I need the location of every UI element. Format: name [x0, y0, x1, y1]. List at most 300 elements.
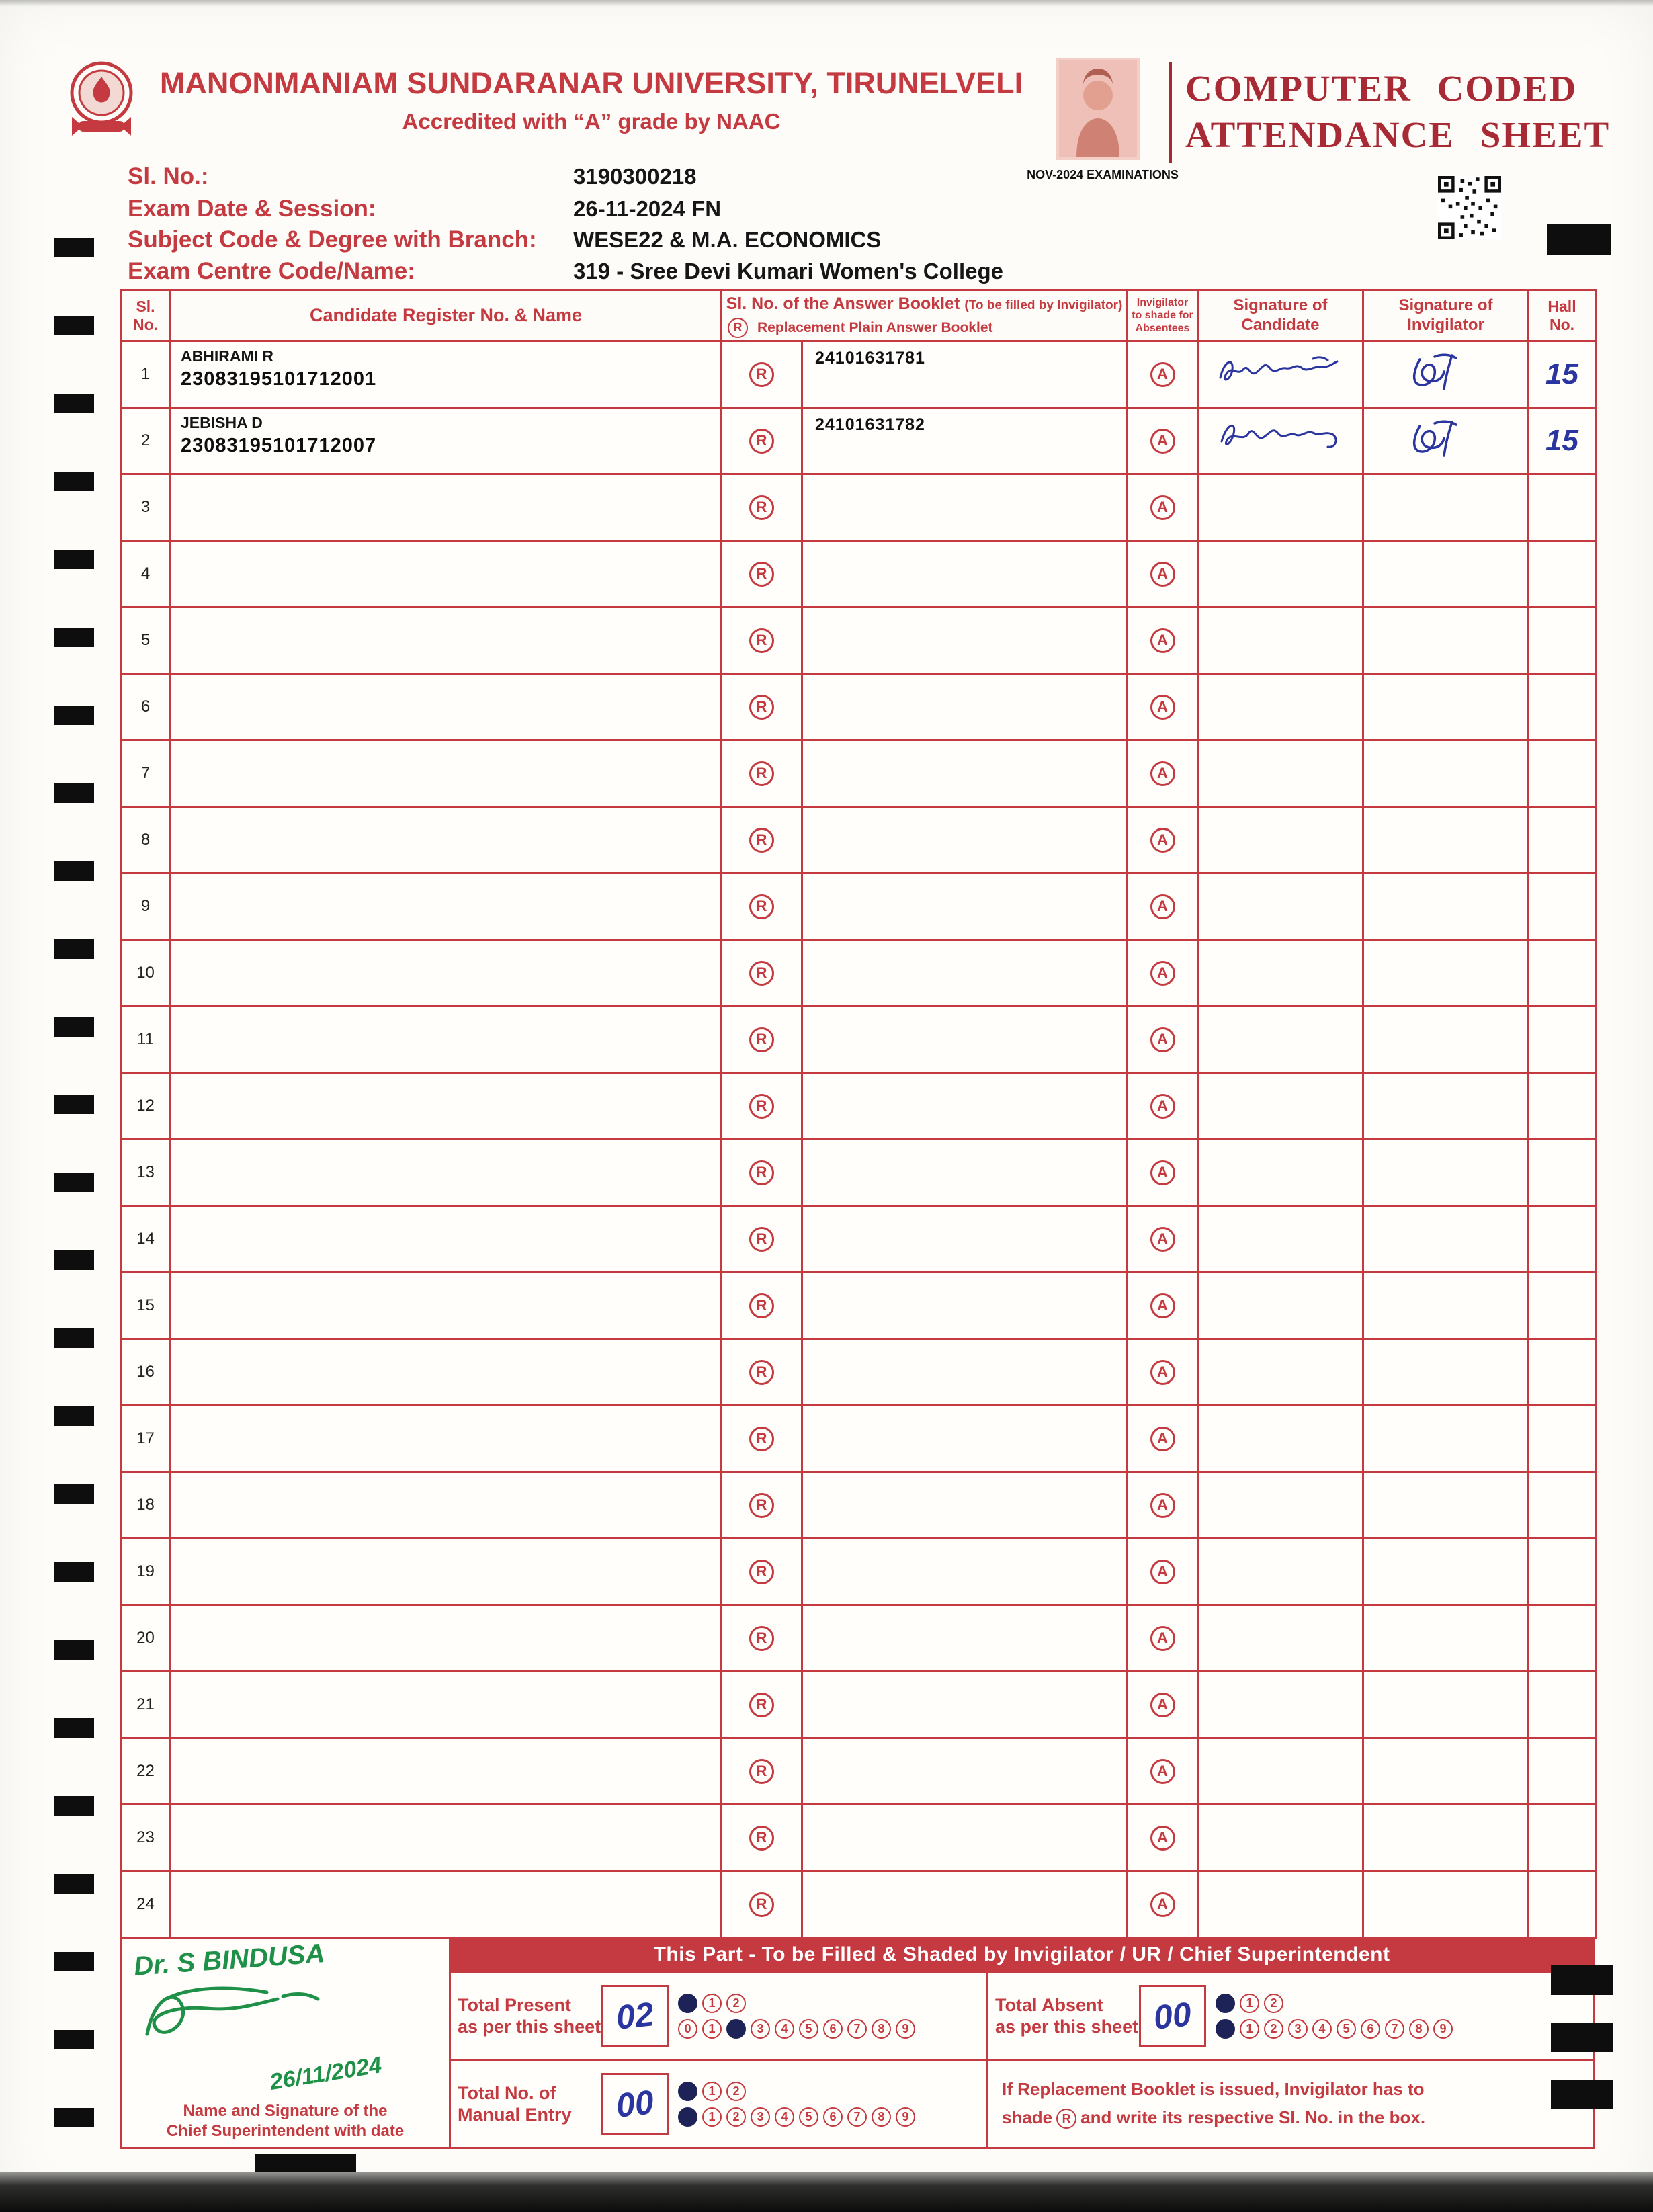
candidate-signature [1198, 607, 1363, 674]
hall-number: 15 [1529, 408, 1596, 474]
invigilator-signature [1363, 1007, 1529, 1073]
shade-bubble-5: 5 [799, 2019, 818, 2039]
replacement-symbol-icon: R [749, 1693, 774, 1717]
absentee-cell [1128, 1871, 1198, 1938]
footer-band-title: This Part - To be Filled & Shaded by Invigilator / UR / Chief Superintendent [451, 1939, 1593, 1971]
shade-bubble-4: 4 [1312, 2019, 1332, 2039]
total-present-value: 02 [614, 1995, 656, 2037]
candidate-signature [1198, 740, 1363, 807]
table-row [121, 1805, 1596, 1871]
table-row [121, 1472, 1596, 1539]
replacement-cell [722, 740, 802, 807]
candidate-cell [171, 1672, 722, 1738]
hall-number [1529, 1339, 1596, 1406]
exam-date-value: 26-11-2024 FN [573, 196, 722, 221]
shade-bubble-4: 4 [775, 2107, 794, 2127]
absent-symbol-icon: A [1150, 1626, 1175, 1651]
candidate-cell [171, 1805, 722, 1871]
total-absent-count-box [1139, 1985, 1206, 2047]
row-serial: 9 [121, 874, 171, 940]
replacement-symbol-icon: R [749, 695, 774, 720]
invigilator-signature [1363, 807, 1529, 874]
booklet-number [802, 1472, 1128, 1539]
absentee-cell [1128, 674, 1198, 740]
row-serial: 4 [121, 541, 171, 607]
absent-symbol-icon: A [1150, 828, 1175, 853]
candidate-cell [171, 541, 722, 607]
invigilator-signature [1363, 1805, 1529, 1871]
hall-number [1529, 1273, 1596, 1339]
replacement-symbol-icon: R [749, 1360, 774, 1385]
manual-entry-block [451, 2061, 988, 2147]
booklet-number [802, 1206, 1128, 1273]
candidate-cell [171, 341, 722, 408]
replacement-symbol-icon: R [749, 961, 774, 986]
tens-bubble-row [678, 2082, 915, 2101]
table-row [121, 1339, 1596, 1406]
footer-section [120, 1937, 1595, 2149]
absentee-cell [1128, 1605, 1198, 1672]
booklet-number [802, 1672, 1128, 1738]
hall-number [1529, 940, 1596, 1007]
booklet-number [802, 807, 1128, 874]
candidate-cell [171, 474, 722, 541]
punch-mark [54, 550, 94, 569]
table-row [121, 1605, 1596, 1672]
shade-bubble-1: 1 [702, 1994, 722, 2013]
booklet-number: 24101631781 [802, 341, 1128, 408]
absentee-cell [1128, 940, 1198, 1007]
row-serial: 17 [121, 1406, 171, 1472]
invigilator-signature [1363, 1871, 1529, 1938]
candidate-cell [171, 1073, 722, 1140]
hall-number [1529, 607, 1596, 674]
hall-number [1529, 674, 1596, 740]
absent-symbol-icon: A [1150, 1094, 1175, 1119]
field-sl-no [128, 163, 697, 190]
row-serial: 6 [121, 674, 171, 740]
tens-bubble-row [678, 1994, 915, 2013]
candidate-cell [171, 1871, 722, 1938]
shade-bubble-3: 3 [1288, 2019, 1308, 2039]
invigilator-signature [1363, 1073, 1529, 1140]
header-absentee: Invigilator to shade for Absentees [1128, 290, 1198, 341]
candidate-cell [171, 1406, 722, 1472]
replacement-cell [722, 1140, 802, 1206]
replacement-cell [722, 874, 802, 940]
replacement-symbol-icon: R [749, 1027, 774, 1052]
candidate-cell [171, 1472, 722, 1539]
hall-number [1529, 541, 1596, 607]
centre-label: Exam Centre Code/Name: [128, 258, 415, 284]
table-row [121, 1206, 1596, 1273]
candidate-register-no: 23083195101712001 [181, 368, 377, 390]
table-row [121, 1007, 1596, 1073]
booklet-number [802, 1339, 1128, 1406]
table-row [121, 1738, 1596, 1805]
row-serial: 21 [121, 1672, 171, 1738]
candidate-cell [171, 607, 722, 674]
absent-symbol-icon: A [1150, 495, 1175, 520]
document-title-line2: ATTENDANCE SHEET [1185, 114, 1611, 155]
absent-symbol-icon: A [1150, 1826, 1175, 1851]
shade-bubble-2: 2 [726, 1994, 746, 2013]
absentee-cell [1128, 1539, 1198, 1605]
candidate-signature [1198, 874, 1363, 940]
absent-symbol-icon: A [1150, 894, 1175, 919]
booklet-number [802, 1140, 1128, 1206]
absentee-cell [1128, 807, 1198, 874]
shade-bubble-0 [1216, 1994, 1235, 2013]
replacement-symbol-icon: R [749, 761, 774, 786]
absent-symbol-icon: A [1150, 1493, 1175, 1518]
replacement-cell [722, 1007, 802, 1073]
invigilator-signature [1363, 1206, 1529, 1273]
absentee-cell [1128, 607, 1198, 674]
replacement-cell [722, 674, 802, 740]
booklet-number [802, 1805, 1128, 1871]
booklet-number [802, 1871, 1128, 1938]
invigilator-signature [1363, 1140, 1529, 1206]
table-row [121, 474, 1596, 541]
shade-bubble-3: 3 [751, 2107, 770, 2127]
shade-bubble-2: 2 [726, 2082, 746, 2101]
manual-entry-value: 00 [614, 2083, 656, 2125]
sl-no-value: 3190300218 [573, 164, 697, 189]
shade-bubble-8: 8 [872, 2019, 891, 2039]
row-serial: 23 [121, 1805, 171, 1871]
hall-number [1529, 1140, 1596, 1206]
hall-number [1529, 1605, 1596, 1672]
candidate-cell [171, 674, 722, 740]
replacement-symbol-icon: R [749, 429, 774, 454]
hall-number [1529, 807, 1596, 874]
shade-bubble-7: 7 [1385, 2019, 1404, 2039]
row-serial: 14 [121, 1206, 171, 1273]
replacement-symbol-icon: R [749, 894, 774, 919]
punch-mark [54, 1328, 94, 1348]
booklet-number [802, 541, 1128, 607]
absentee-cell [1128, 474, 1198, 541]
replacement-symbol-icon: R [749, 1826, 774, 1851]
replacement-cell [722, 1672, 802, 1738]
footer-row-2 [451, 2059, 1593, 2147]
hall-number [1529, 1206, 1596, 1273]
hall-number [1529, 874, 1596, 940]
candidate-signature [1198, 1206, 1363, 1273]
total-absent-label: Total Absent as per this sheet [995, 1994, 1139, 2037]
table-row [121, 341, 1596, 408]
row-serial: 19 [121, 1539, 171, 1605]
shade-bubble-6: 6 [823, 2019, 843, 2039]
university-name: MANONMANIAM SUNDARANAR UNIVERSITY, TIRUNELVELI [159, 66, 1023, 100]
subject-value: WESE22 & M.A. ECONOMICS [573, 227, 882, 252]
booklet-number [802, 607, 1128, 674]
booklet-number [802, 940, 1128, 1007]
candidate-signature [1198, 1871, 1363, 1938]
shade-bubble-4: 4 [775, 2019, 794, 2039]
university-title-block [144, 66, 1038, 134]
table-row [121, 807, 1596, 874]
candidate-signature [1198, 1805, 1363, 1871]
hall-number [1529, 1539, 1596, 1605]
shade-bubble-8: 8 [872, 2107, 891, 2127]
punch-mark [54, 1095, 94, 1114]
row-serial: 15 [121, 1273, 171, 1339]
absentee-cell [1128, 1339, 1198, 1406]
invigilator-signature [1363, 474, 1529, 541]
replacement-symbol-icon: R [749, 1560, 774, 1584]
shade-bubble-9: 9 [896, 2107, 915, 2127]
candidate-cell [171, 1273, 722, 1339]
scan-edge [0, 2172, 1653, 2212]
replacement-symbol-icon: R [749, 1160, 774, 1185]
attendance-rows [121, 341, 1596, 1938]
field-subject [128, 226, 881, 253]
punch-mark [54, 316, 94, 335]
absent-symbol-icon: A [1150, 362, 1175, 387]
units-bubble-row [1216, 2019, 1453, 2039]
replacement-cell [722, 1206, 802, 1273]
row-serial: 10 [121, 940, 171, 1007]
punch-mark [54, 238, 94, 257]
hall-number [1529, 1871, 1596, 1938]
attendance-table [120, 289, 1597, 1939]
absentee-cell [1128, 1273, 1198, 1339]
header-hall-no: Hall No. [1529, 290, 1596, 341]
absent-symbol-icon: A [1150, 1892, 1175, 1917]
punch-mark [54, 1874, 94, 1894]
row-serial: 12 [121, 1073, 171, 1140]
booklet-number [802, 1406, 1128, 1472]
booklet-number [802, 874, 1128, 940]
booklet-number [802, 740, 1128, 807]
punch-mark [54, 1250, 94, 1270]
shade-bubble-2: 2 [726, 2107, 746, 2127]
total-absent-bubbles [1216, 1994, 1453, 2039]
punch-mark [54, 1562, 94, 1582]
hall-number [1529, 1738, 1596, 1805]
absent-symbol-icon: A [1150, 1027, 1175, 1052]
superintendent-label: Name and Signature of the Chief Superintendent with date [166, 2102, 405, 2140]
replacement-cell [722, 1871, 802, 1938]
replacement-symbol-icon: R [749, 1892, 774, 1917]
absent-symbol-icon: A [1150, 1227, 1175, 1252]
replacement-cell [722, 541, 802, 607]
punch-mark [54, 2108, 94, 2127]
superintendent-date-handwritten: 26/11/2024 [267, 2052, 384, 2095]
header-candidate-signature: Signature of Candidate [1198, 290, 1363, 341]
absentee-cell [1128, 1007, 1198, 1073]
portrait-image [1056, 58, 1140, 160]
sl-no-label: Sl. No.: [128, 163, 209, 189]
invigilator-signature [1363, 740, 1529, 807]
row-serial: 24 [121, 1871, 171, 1938]
candidate-signature [1198, 1007, 1363, 1073]
hall-number [1529, 474, 1596, 541]
accreditation-line: Accredited with “A” grade by NAAC [402, 109, 781, 134]
absentee-cell [1128, 740, 1198, 807]
candidate-cell [171, 874, 722, 940]
replacement-cell [722, 474, 802, 541]
booklet-number [802, 1273, 1128, 1339]
replacement-symbol-icon: R [749, 1427, 774, 1451]
units-bubble-row [678, 2107, 915, 2127]
absent-symbol-icon: A [1150, 1293, 1175, 1318]
shade-bubble-8: 8 [1409, 2019, 1429, 2039]
invigilator-signature [1363, 1406, 1529, 1472]
candidate-signature [1198, 1472, 1363, 1539]
replacement-cell [722, 807, 802, 874]
booklet-number [802, 674, 1128, 740]
absentee-cell [1128, 1073, 1198, 1140]
table-row [121, 740, 1596, 807]
table-row [121, 1672, 1596, 1738]
invigilator-signature [1363, 940, 1529, 1007]
booklet-number: 24101631782 [802, 408, 1128, 474]
candidate-signature [1198, 1738, 1363, 1805]
superintendent-signature [128, 1973, 330, 2068]
header-sl-no: Sl. No. [121, 290, 171, 341]
table-row [121, 940, 1596, 1007]
university-emblem-icon [64, 58, 139, 138]
replacement-symbol-icon: R [749, 495, 774, 520]
replacement-cell [722, 940, 802, 1007]
candidate-signature [1198, 807, 1363, 874]
total-absent-value: 00 [1152, 1995, 1193, 2037]
absentee-cell [1128, 408, 1198, 474]
superintendent-name-handwritten: Dr. S BINDUSA [132, 1939, 326, 1982]
invigilator-signature [1363, 674, 1529, 740]
replacement-cell [722, 1605, 802, 1672]
registration-mark [1547, 224, 1611, 255]
shade-bubble-2: 2 [1264, 2019, 1283, 2039]
manual-entry-label: Total No. of Manual Entry [458, 2082, 572, 2125]
row-serial: 2 [121, 408, 171, 474]
absentee-cell [1128, 1805, 1198, 1871]
header-divider [1169, 62, 1172, 163]
replacement-symbol-icon: R [728, 318, 748, 338]
field-exam-date [128, 196, 721, 222]
absentee-cell [1128, 1472, 1198, 1539]
replacement-symbol-icon: R [749, 828, 774, 853]
invigilator-signature [1363, 1672, 1529, 1738]
replacement-cell [722, 1539, 802, 1605]
candidate-signature [1198, 1406, 1363, 1472]
booklet-number [802, 1605, 1128, 1672]
table-header-row [121, 290, 1596, 341]
table-row [121, 1406, 1596, 1472]
candidate-signature [1198, 1605, 1363, 1672]
replacement-cell [722, 1073, 802, 1140]
replacement-symbol-icon: R [749, 1227, 774, 1252]
table-row [121, 607, 1596, 674]
table-row [121, 541, 1596, 607]
absent-symbol-icon: A [1150, 628, 1175, 653]
hall-number [1529, 1472, 1596, 1539]
absent-symbol-icon: A [1150, 961, 1175, 986]
absentee-cell [1128, 874, 1198, 940]
punch-mark [54, 1718, 94, 1738]
hall-number [1529, 1805, 1596, 1871]
candidate-signature [1198, 940, 1363, 1007]
punch-mark [54, 939, 94, 959]
footer-row-1 [451, 1971, 1593, 2059]
total-absent-block [988, 1973, 1593, 2059]
row-serial: 13 [121, 1140, 171, 1206]
candidate-cell [171, 408, 722, 474]
table-row [121, 874, 1596, 940]
punch-mark [54, 1796, 94, 1816]
punch-mark [54, 2030, 94, 2049]
row-serial: 1 [121, 341, 171, 408]
shade-bubble-0: 0 [678, 2019, 697, 2039]
absentee-cell [1128, 341, 1198, 408]
absentee-cell [1128, 1672, 1198, 1738]
row-serial: 20 [121, 1605, 171, 1672]
invigilator-signature [1363, 408, 1529, 474]
header-booklet: Sl. No. of the Answer Booklet (To be filled by Invigilator) R Replacement Plain Answer Booklet [722, 290, 1128, 341]
punch-mark [54, 1484, 94, 1504]
absent-symbol-icon: A [1150, 1160, 1175, 1185]
absentee-cell [1128, 541, 1198, 607]
absentee-cell [1128, 1140, 1198, 1206]
invigilator-signature [1363, 1472, 1529, 1539]
replacement-cell [722, 1472, 802, 1539]
replacement-cell [722, 607, 802, 674]
row-serial: 7 [121, 740, 171, 807]
booklet-number [802, 1007, 1128, 1073]
document-title-line1: COMPUTER CODED [1185, 68, 1578, 109]
shade-bubble-1: 1 [702, 2107, 722, 2127]
row-serial: 5 [121, 607, 171, 674]
candidate-register-no: 23083195101712007 [181, 435, 377, 456]
shade-bubble-6: 6 [1361, 2019, 1380, 2039]
units-bubble-row [678, 2019, 915, 2039]
manual-entry-count-box [601, 2073, 669, 2135]
row-serial: 8 [121, 807, 171, 874]
shade-bubble-1: 1 [702, 2019, 722, 2039]
replacement-cell [722, 341, 802, 408]
shade-bubble-2 [726, 2019, 746, 2039]
absent-symbol-icon: A [1150, 1360, 1175, 1385]
absent-symbol-icon: A [1150, 1427, 1175, 1451]
punch-mark [54, 783, 94, 803]
candidate-cell [171, 1605, 722, 1672]
table-row [121, 1073, 1596, 1140]
shade-bubble-9: 9 [1433, 2019, 1453, 2039]
centre-value: 319 - Sree Devi Kumari Women's College [573, 259, 1003, 284]
shade-bubble-0 [678, 2082, 697, 2101]
replacement-symbol-icon: R [749, 562, 774, 587]
manual-entry-bubbles [678, 2082, 915, 2127]
candidate-signature [1198, 1073, 1363, 1140]
shade-bubble-1: 1 [702, 2082, 722, 2101]
invigilator-signature [1363, 1339, 1529, 1406]
exam-date-label: Exam Date & Session: [128, 196, 376, 222]
shade-bubble-1: 1 [1240, 2019, 1259, 2039]
replacement-symbol-icon: R [749, 1493, 774, 1518]
registration-mark [255, 2154, 356, 2173]
punch-mark [54, 1406, 94, 1426]
absent-symbol-icon: A [1150, 1693, 1175, 1717]
absent-symbol-icon: A [1150, 429, 1175, 454]
invigilator-signature [1363, 1605, 1529, 1672]
hall-number [1529, 1406, 1596, 1472]
candidate-signature [1198, 541, 1363, 607]
table-row [121, 1273, 1596, 1339]
candidate-signature [1198, 1273, 1363, 1339]
